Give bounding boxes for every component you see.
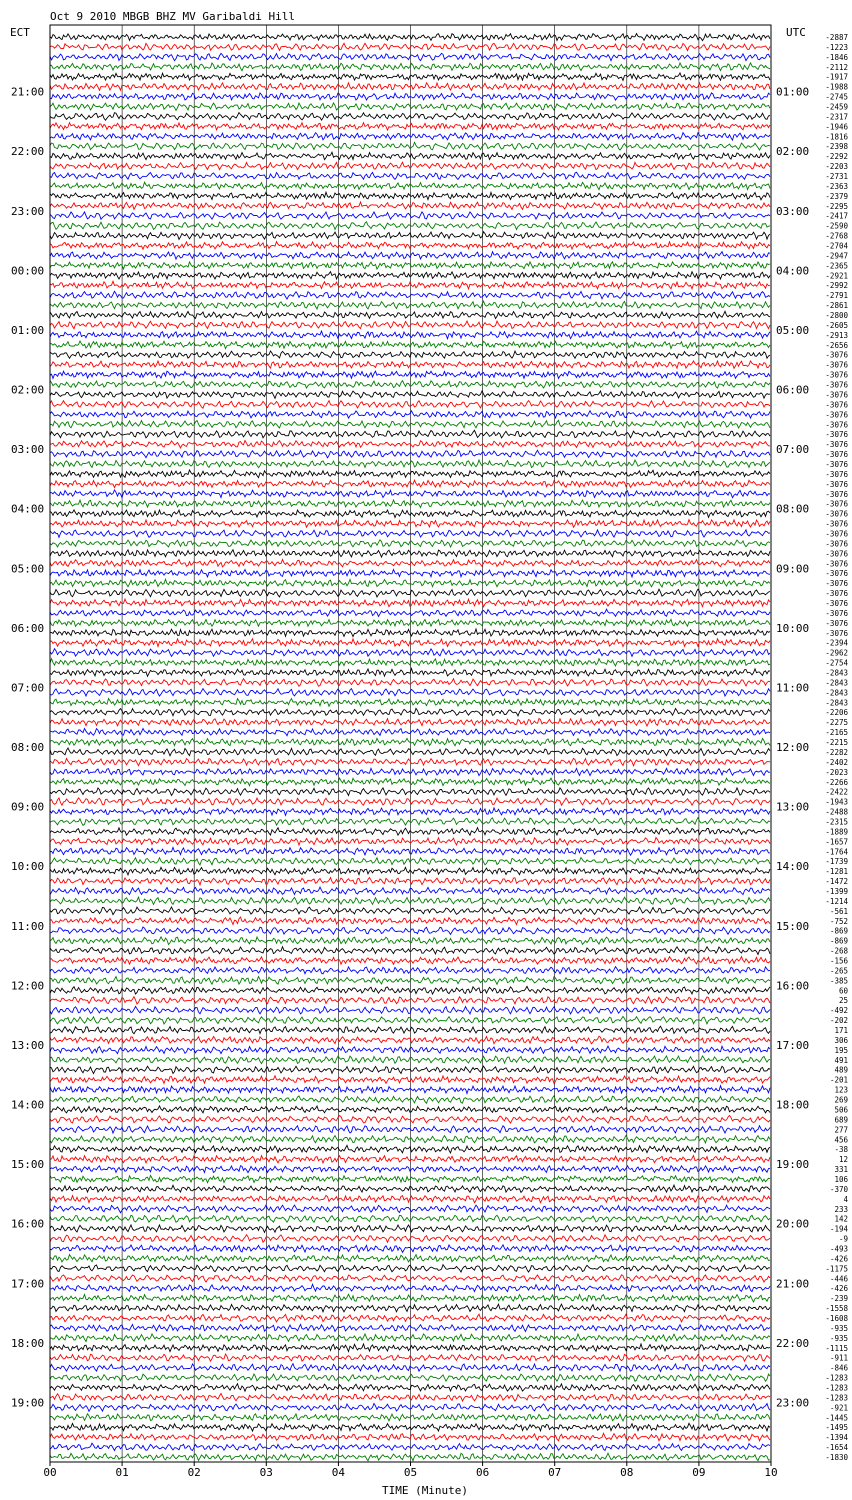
trace-offset-label: -2317 [825,112,848,122]
trace-offset-label: -846 [829,1363,848,1373]
trace-offset-label: -2754 [825,658,848,668]
right-hour-label: 17:00 [776,1038,810,1052]
trace-offset-label: -2398 [825,142,848,152]
trace-offset-label: -446 [829,1274,848,1284]
left-hour-label: 12:00 [11,979,45,993]
trace-offset-label: 25 [838,996,848,1006]
trace-offset-label: -1917 [825,72,848,82]
trace-offset-label: -3076 [825,440,848,450]
trace-offset-label: -3076 [825,519,848,529]
left-hour-label: 01:00 [11,323,45,337]
trace-offset-label: -370 [829,1184,848,1194]
trace-offset-label: 506 [834,1105,848,1115]
trace-offset-label: -2363 [825,181,848,191]
trace-offset-label: -1657 [825,837,848,847]
trace-offset-label: 489 [834,1065,848,1075]
right-hour-label: 01:00 [776,85,810,99]
left-hour-label: 08:00 [11,741,45,754]
trace-offset-label: -1394 [825,1433,848,1443]
trace-offset-label: -3076 [825,420,848,430]
trace-offset-label: -2947 [825,251,848,261]
right-hour-label: 03:00 [776,204,810,218]
trace-offset-label: -2394 [825,638,848,648]
trace-offset-label: -1281 [825,867,848,877]
trace-offset-label: -3076 [825,400,848,410]
left-hour-label: 18:00 [11,1336,45,1350]
trace-offset-label: -2656 [825,340,848,350]
trace-offset-label: -9 [838,1234,848,1244]
trace-offset-label: -2023 [825,767,848,777]
right-hour-label: 05:00 [776,323,810,337]
trace-offset-label: -2459 [825,102,848,112]
trace-offset-label: -1445 [825,1413,848,1423]
trace-offset-label: -3076 [825,360,848,370]
trace-offset-label: 195 [834,1045,848,1055]
trace-offset-label: -935 [829,1333,848,1343]
trace-offset-label: -38 [834,1145,848,1155]
trace-offset-label: 689 [834,1115,848,1125]
trace-offset-label: -3076 [825,499,848,509]
trace-offset-label: -935 [829,1323,848,1333]
trace-offset-label: -2843 [825,698,848,708]
trace-offset-label: 233 [834,1204,848,1214]
trace-offset-label: -3076 [825,370,848,380]
trace-offset-label: -2745 [825,92,848,102]
right-hour-label: 07:00 [776,443,810,457]
trace-offset-label: -3076 [825,469,848,479]
trace-offset-label: -1175 [825,1264,848,1274]
trace-offset-label: -2275 [825,718,848,728]
trace-offset-label: -2605 [825,320,848,330]
left-hour-label: 13:00 [11,1038,45,1052]
left-timezone-label: ECT [10,26,30,39]
trace-offset-label: -2704 [825,241,848,251]
trace-offset-label: -2861 [825,301,848,311]
trace-offset-label: 306 [834,1035,848,1045]
left-hour-label: 23:00 [11,204,45,218]
right-timezone-label: UTC [786,26,806,39]
x-axis-label: TIME (Minute) [381,1484,469,1497]
trace-offset-label: -561 [829,906,848,916]
trace-offset-label: 331 [834,1165,848,1175]
trace-offset-label: -202 [829,1016,848,1026]
trace-offset-label: -426 [829,1284,848,1294]
trace-offset-label: -1830 [825,1453,848,1463]
x-tick-label: 01 [115,1466,129,1479]
trace-offset-label: -3076 [825,549,848,559]
trace-offset-label: -2203 [825,162,848,172]
right-hour-label: 04:00 [776,264,810,278]
trace-offset-label: 142 [834,1214,848,1224]
trace-offset-label: 269 [834,1095,848,1105]
trace-offset-label: -3076 [825,509,848,519]
trace-offset-label: -3076 [825,410,848,420]
trace-offset-label: -921 [829,1403,848,1413]
right-hour-label: 14:00 [776,860,810,874]
trace-offset-label: -3076 [825,489,848,499]
trace-offset-label: -2295 [825,201,848,211]
trace-offset-label: -493 [829,1244,848,1254]
trace-offset-label: -3076 [825,589,848,599]
trace-offset-label: -268 [829,946,848,956]
left-hour-label: 00:00 [11,264,45,278]
trace-offset-label: -2422 [825,787,848,797]
left-hour-label: 06:00 [11,621,45,635]
trace-offset-label: -2402 [825,757,848,767]
trace-offset-label: -2590 [825,221,848,231]
right-hour-label: 02:00 [776,145,810,159]
left-hour-label: 05:00 [11,562,45,576]
left-hour-label: 16:00 [11,1217,45,1231]
right-hour-label: 12:00 [776,741,810,754]
trace-offset-label: -2768 [825,231,848,241]
trace-offset-label: -3076 [825,459,848,469]
trace-offset-label: -156 [829,956,848,966]
trace-offset-label: -1739 [825,857,848,867]
trace-offset-label: -1283 [825,1393,848,1403]
trace-offset-label: -194 [829,1224,848,1234]
trace-offset-label: -1764 [825,847,848,857]
trace-offset-label: -3076 [825,608,848,618]
trace-offset-label: 4 [843,1194,848,1204]
left-hour-label: 04:00 [11,502,45,516]
right-hour-label: 15:00 [776,919,810,933]
trace-offset-label: -3076 [825,628,848,638]
x-tick-label: 04 [331,1466,346,1479]
trace-offset-label: -3076 [825,579,848,589]
left-hour-label: 09:00 [11,800,45,814]
trace-offset-label: 277 [834,1125,848,1135]
x-tick-label: 08 [620,1466,634,1479]
trace-offset-label: -3076 [825,539,848,549]
trace-offset-label: -1943 [825,797,848,807]
trace-offset-label: -2992 [825,281,848,291]
trace-offset-label: -3076 [825,559,848,569]
trace-offset-label: -3076 [825,430,848,440]
trace-offset-label: -2315 [825,817,848,827]
right-hour-label: 21:00 [776,1277,810,1291]
left-hour-label: 22:00 [11,145,45,159]
right-hour-label: 08:00 [776,502,810,516]
x-tick-label: 06 [475,1466,490,1479]
right-hour-label: 06:00 [776,383,810,397]
trace-offset-label: -2843 [825,688,848,698]
chart-title: Oct 9 2010 MBGB BHZ MV Garibaldi Hill [50,10,296,23]
trace-offset-label: -2887 [825,32,848,42]
trace-offset-label: -1558 [825,1304,848,1314]
x-tick-label: 07 [548,1466,562,1479]
x-tick-label: 10 [764,1466,778,1479]
trace-offset-label: 106 [834,1174,848,1184]
trace-offset-label: -2731 [825,171,848,181]
x-tick-label: 00 [43,1466,57,1479]
trace-offset-label: -239 [829,1294,848,1304]
trace-offset-label: -201 [829,1075,848,1085]
right-hour-label: 23:00 [776,1396,810,1410]
trace-offset-label: 60 [838,986,848,996]
trace-offset-label: -3076 [825,569,848,579]
trace-offset-label: -869 [829,936,848,946]
trace-offset-label: -2488 [825,807,848,817]
trace-offset-label: -1988 [825,82,848,92]
trace-offset-label: -2266 [825,777,848,787]
x-tick-label: 05 [403,1466,418,1479]
trace-offset-label: -1946 [825,122,848,132]
x-tick-label: 02 [187,1466,201,1479]
trace-offset-label: -2800 [825,311,848,321]
trace-offset-label: -3076 [825,380,848,390]
left-hour-label: 03:00 [11,443,45,457]
trace-offset-label: -2791 [825,291,848,301]
x-tick-label: 03 [259,1466,273,1479]
right-hour-label: 16:00 [776,979,810,993]
right-hour-label: 18:00 [776,1098,810,1112]
trace-offset-label: -2843 [825,668,848,678]
trace-offset-label: -1608 [825,1314,848,1324]
trace-offset-label: -3076 [825,450,848,460]
trace-offset-label: -1654 [825,1443,848,1453]
right-hour-label: 20:00 [776,1217,810,1231]
trace-offset-label: -1283 [825,1383,848,1393]
left-hour-label: 17:00 [11,1277,45,1291]
trace-offset-label: -2417 [825,211,848,221]
trace-offset-label: -3076 [825,529,848,539]
trace-offset-label: -1283 [825,1373,848,1383]
left-hour-label: 02:00 [11,383,45,397]
trace-offset-label: -1214 [825,896,848,906]
trace-offset-label: -426 [829,1254,848,1264]
left-hour-label: 21:00 [11,85,45,99]
trace-offset-label: -2913 [825,330,848,340]
right-hour-label: 19:00 [776,1158,810,1172]
trace-offset-label: -2843 [825,678,848,688]
left-hour-label: 15:00 [11,1158,45,1172]
trace-offset-label: -492 [829,1006,848,1016]
left-hour-label: 11:00 [11,919,45,933]
trace-offset-label: -1472 [825,877,848,887]
trace-offset-label: -3076 [825,618,848,628]
trace-offset-label: -265 [829,966,848,976]
trace-offset-label: -1115 [825,1343,848,1353]
trace-offset-label: 123 [834,1085,848,1095]
left-hour-label: 19:00 [11,1396,45,1410]
trace-offset-label: -2921 [825,271,848,281]
trace-offset-label: -3076 [825,390,848,400]
right-hour-label: 10:00 [776,621,810,635]
x-tick-label: 09 [692,1466,706,1479]
trace-offset-label: -2215 [825,738,848,748]
right-hour-label: 09:00 [776,562,810,576]
trace-offset-label: -3076 [825,350,848,360]
left-hour-label: 14:00 [11,1098,45,1112]
trace-offset-label: 12 [838,1155,848,1165]
trace-offset-label: -2165 [825,728,848,738]
trace-offset-label: -3076 [825,479,848,489]
trace-offset-label: -2282 [825,747,848,757]
trace-offset-label: -2292 [825,152,848,162]
trace-offset-label: -911 [829,1353,848,1363]
trace-offset-label: 171 [834,1026,848,1036]
trace-offset-label: -1889 [825,827,848,837]
trace-offset-label: -752 [829,916,848,926]
right-hour-label: 13:00 [776,800,810,814]
right-hour-label: 11:00 [776,681,810,695]
trace-offset-label: -385 [829,976,848,986]
trace-offset-label: -869 [829,926,848,936]
trace-offset-label: -3076 [825,599,848,609]
trace-offset-label: -2962 [825,648,848,658]
left-hour-label: 07:00 [11,681,45,695]
left-hour-label: 10:00 [11,860,45,874]
trace-offset-label: -1846 [825,52,848,62]
trace-offset-label: -1495 [825,1423,848,1433]
trace-offset-label: -1816 [825,132,848,142]
trace-offset-label: -2112 [825,62,848,72]
trace-offset-label: -2379 [825,191,848,201]
trace-offset-label: -2365 [825,261,848,271]
trace-offset-label: -1223 [825,42,848,52]
trace-offset-label: 456 [834,1135,848,1145]
trace-offset-label: -2206 [825,708,848,718]
trace-offset-label: -1399 [825,886,848,896]
trace-offset-label: 491 [834,1055,848,1065]
right-hour-label: 22:00 [776,1336,810,1350]
